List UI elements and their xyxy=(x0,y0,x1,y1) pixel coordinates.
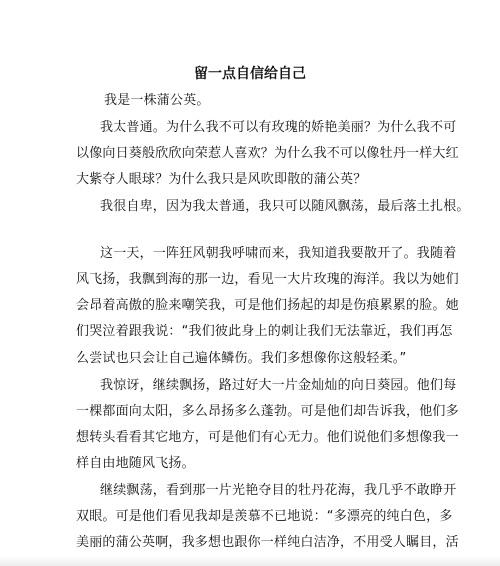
paragraph-line-2: 我太普通。为什么我不可以有玫瑰的娇艳美丽？为什么我不可 xyxy=(100,120,457,135)
paragraph-line-16: 双眼。可是他们看见我却是羡慕不已地说：“多漂亮的纯白色，多 xyxy=(76,509,453,524)
document-title: 留一点自信给自己 xyxy=(194,66,306,82)
paragraph-line-15: 继续飘荡，看到那一片光艳夺目的牡丹花海，我几乎不敢睁开 xyxy=(100,483,457,498)
paragraph-line-17: 美丽的蒲公英啊，我多想也跟你一样纯白洁净，不用受人瞩目，活 xyxy=(76,535,459,550)
paragraph-line-8: 会昂着高傲的脸来嘲笑我，可是他们扬起的却是伤痕累累的脸。她 xyxy=(76,298,459,313)
paragraph-line-12: 一棵都面向太阳，多么昂扬多么蓬勃。可是他们却告诉我，他们多 xyxy=(76,404,459,419)
paragraph-line-5: 我很自卑，因为我太普通，我只可以随风飘荡，最后落土扎根。 xyxy=(100,199,470,214)
page-bottom-edge xyxy=(0,556,500,566)
paragraph-line-10: 么尝试也只会让自己遍体鳞伤。我们多想像你这般轻柔。” xyxy=(76,351,407,366)
paragraph-line-4: 大紫夺人眼球？为什么我只是风吹即散的蒲公英？ xyxy=(76,172,367,187)
paragraph-line-6: 这一天，一阵狂风朝我呼啸而来，我知道我要散开了。我随着 xyxy=(100,246,457,261)
paragraph-line-14: 样自由地随风飞扬。 xyxy=(76,456,195,471)
paragraph-line-9: 们哭泣着跟我说：“我们彼此身上的刺让我们无法靠近，我们再怎 xyxy=(76,324,453,339)
paragraph-line-7: 风飞扬，我飘到海的那一边，看见一大片玫瑰的海洋。我以为她们 xyxy=(76,272,459,287)
paragraph-line-11: 我惊讶，继续飘扬，路过好大一片金灿灿的向日葵园。他们每 xyxy=(100,378,457,393)
paragraph-line-3: 以像向日葵般欣欣向荣惹人喜欢？为什么我不可以像牡丹一样大红 xyxy=(76,146,459,161)
paragraph-line-1: 我是一株蒲公英。 xyxy=(104,93,210,108)
paragraph-line-13: 想转头看看其它地方，可是他们有心无力。他们说他们多想像我一 xyxy=(76,430,459,445)
